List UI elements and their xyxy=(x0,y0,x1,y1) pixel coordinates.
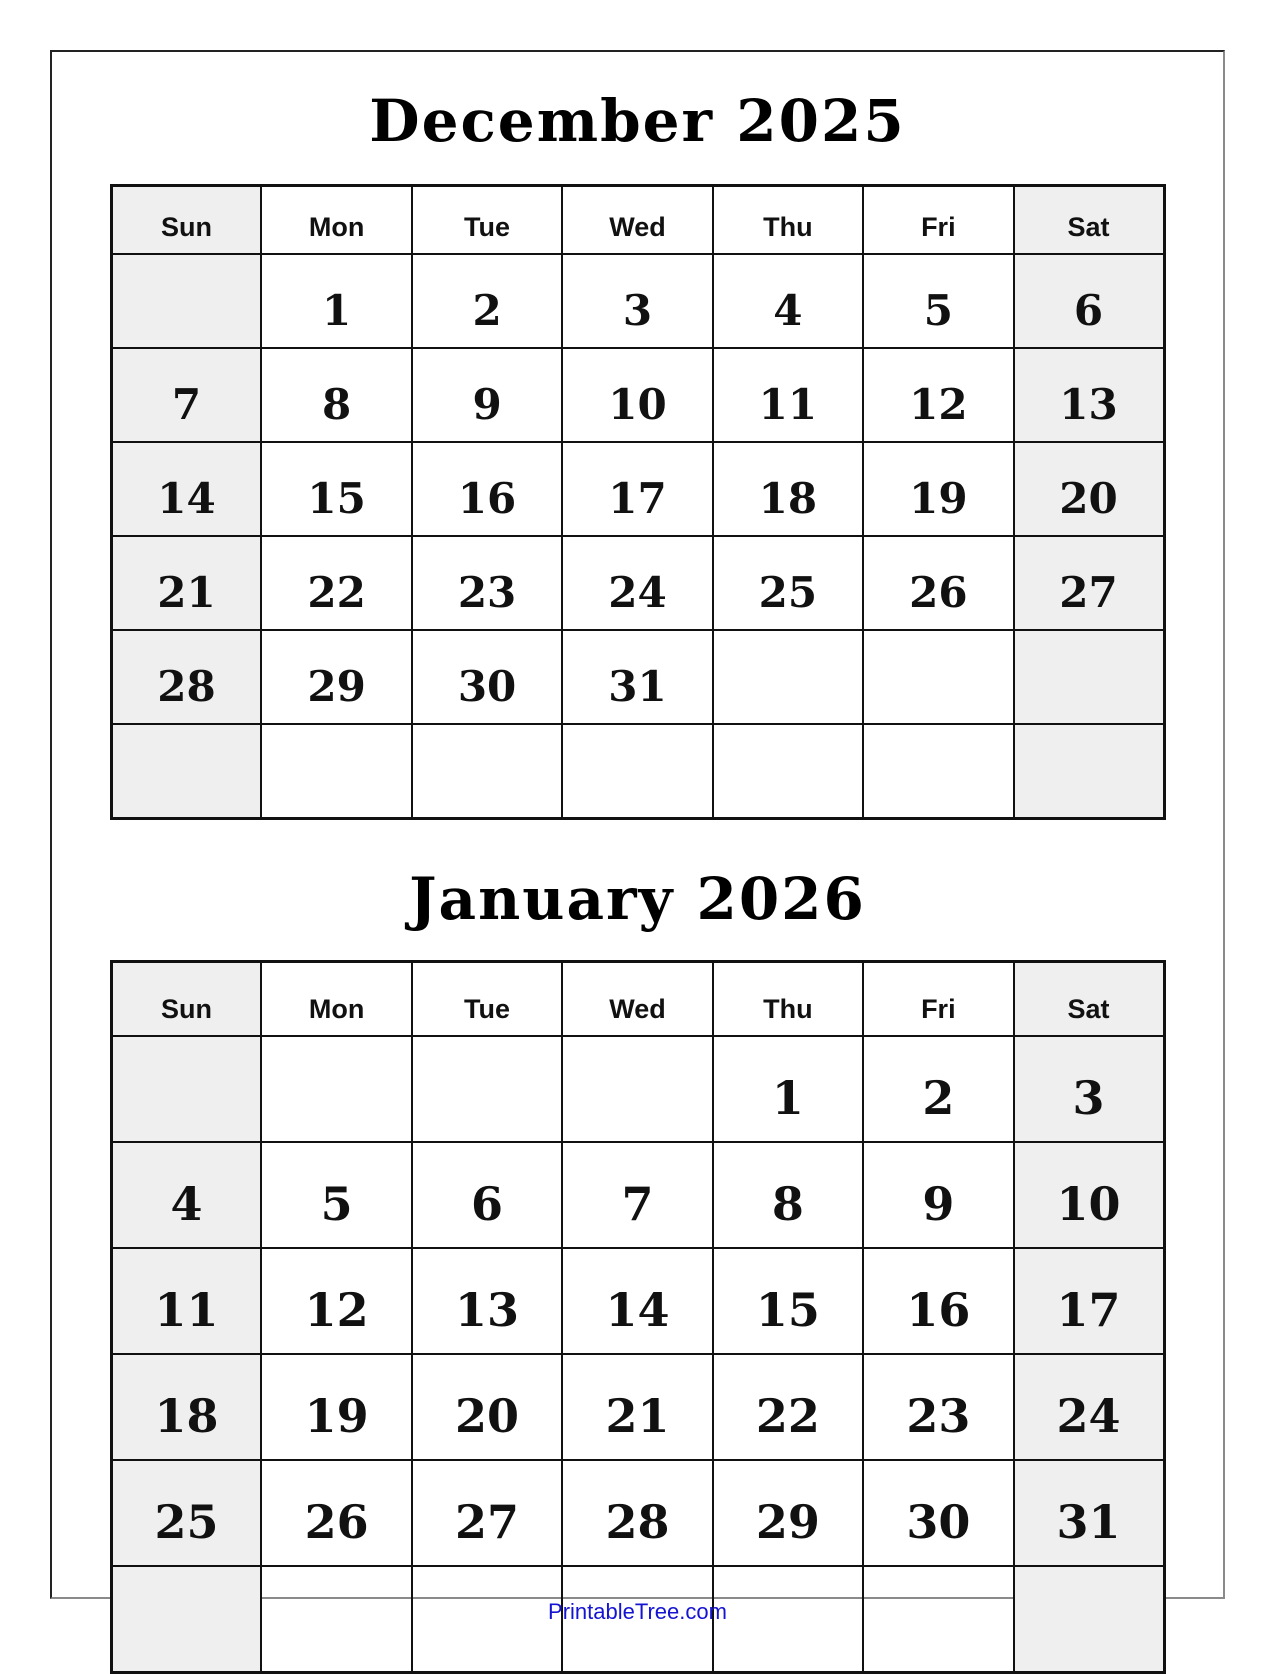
day-cell-18: 18 xyxy=(713,442,863,536)
day-cell-29: 29 xyxy=(261,630,411,724)
week-row xyxy=(111,254,1164,348)
day-cell-24: 24 xyxy=(1014,1354,1164,1460)
day-cell-6: 6 xyxy=(412,1142,562,1248)
day-cell-9: 9 xyxy=(863,1142,1013,1248)
day-cell-31: 31 xyxy=(1014,1460,1164,1566)
day-cell-25: 25 xyxy=(713,536,863,630)
day-cell-29: 29 xyxy=(713,1460,863,1566)
day-cell-3: 3 xyxy=(562,254,712,348)
day-cell-21: 21 xyxy=(562,1354,712,1460)
day-cell-15: 15 xyxy=(713,1248,863,1354)
day-cell-23: 23 xyxy=(863,1354,1013,1460)
empty-day-cell xyxy=(261,724,411,819)
day-cell-30: 30 xyxy=(412,630,562,724)
empty-day-cell xyxy=(1014,630,1164,724)
day-cell-7: 7 xyxy=(562,1142,712,1248)
calendar-grid-december xyxy=(110,184,1166,820)
day-cell-10: 10 xyxy=(562,348,712,442)
day-cell-21: 21 xyxy=(111,536,261,630)
day-cell-7: 7 xyxy=(111,348,261,442)
page-border-frame xyxy=(50,50,1225,1599)
month-title-december: December 2025 xyxy=(369,87,906,155)
weekday-header-mon: Mon xyxy=(261,961,411,1036)
day-cell-20: 20 xyxy=(1014,442,1164,536)
day-cell-28: 28 xyxy=(111,630,261,724)
weekday-header-fri: Fri xyxy=(863,961,1013,1036)
day-cell-14: 14 xyxy=(111,442,261,536)
weekday-header-thu: Thu xyxy=(713,961,863,1036)
empty-day-cell xyxy=(562,724,712,819)
day-cell-1: 1 xyxy=(261,254,411,348)
day-cell-19: 19 xyxy=(863,442,1013,536)
empty-day-cell xyxy=(261,1036,411,1142)
week-row xyxy=(111,630,1164,724)
empty-day-cell xyxy=(111,254,261,348)
day-cell-15: 15 xyxy=(261,442,411,536)
weekday-header-sun: Sun xyxy=(111,185,261,254)
day-cell-8: 8 xyxy=(713,1142,863,1248)
day-cell-5: 5 xyxy=(261,1142,411,1248)
day-cell-13: 13 xyxy=(1014,348,1164,442)
day-cell-27: 27 xyxy=(1014,536,1164,630)
calendar-grid-january xyxy=(110,960,1166,1674)
day-cell-14: 14 xyxy=(562,1248,712,1354)
day-cell-4: 4 xyxy=(713,254,863,348)
day-cell-12: 12 xyxy=(261,1248,411,1354)
day-cell-30: 30 xyxy=(863,1460,1013,1566)
empty-day-cell xyxy=(412,1036,562,1142)
day-cell-22: 22 xyxy=(713,1354,863,1460)
week-row xyxy=(111,724,1164,819)
day-cell-16: 16 xyxy=(863,1248,1013,1354)
week-row xyxy=(111,442,1164,536)
weekday-header-wed: Wed xyxy=(562,961,712,1036)
day-cell-2: 2 xyxy=(412,254,562,348)
weekday-header-fri: Fri xyxy=(863,185,1013,254)
empty-day-cell xyxy=(713,630,863,724)
day-cell-26: 26 xyxy=(863,536,1013,630)
day-cell-6: 6 xyxy=(1014,254,1164,348)
day-cell-20: 20 xyxy=(412,1354,562,1460)
empty-day-cell xyxy=(562,1036,712,1142)
weekday-header-row xyxy=(111,961,1164,1036)
empty-day-cell xyxy=(412,724,562,819)
week-row xyxy=(111,536,1164,630)
week-row xyxy=(111,1354,1164,1460)
day-cell-5: 5 xyxy=(863,254,1013,348)
empty-day-cell xyxy=(1014,724,1164,819)
weekday-header-wed: Wed xyxy=(562,185,712,254)
weekday-header-sun: Sun xyxy=(111,961,261,1036)
day-cell-1: 1 xyxy=(713,1036,863,1142)
weekday-header-tue: Tue xyxy=(412,185,562,254)
week-row xyxy=(111,1142,1164,1248)
day-cell-16: 16 xyxy=(412,442,562,536)
day-cell-26: 26 xyxy=(261,1460,411,1566)
empty-day-cell xyxy=(863,630,1013,724)
empty-day-cell xyxy=(111,724,261,819)
day-cell-11: 11 xyxy=(713,348,863,442)
day-cell-10: 10 xyxy=(1014,1142,1164,1248)
empty-day-cell xyxy=(863,724,1013,819)
weekday-header-thu: Thu xyxy=(713,185,863,254)
day-cell-17: 17 xyxy=(562,442,712,536)
day-cell-23: 23 xyxy=(412,536,562,630)
day-cell-31: 31 xyxy=(562,630,712,724)
day-cell-27: 27 xyxy=(412,1460,562,1566)
day-cell-2: 2 xyxy=(863,1036,1013,1142)
day-cell-22: 22 xyxy=(261,536,411,630)
weekday-header-sat: Sat xyxy=(1014,185,1164,254)
empty-day-cell xyxy=(713,724,863,819)
week-row xyxy=(111,1460,1164,1566)
day-cell-18: 18 xyxy=(111,1354,261,1460)
day-cell-28: 28 xyxy=(562,1460,712,1566)
weekday-header-sat: Sat xyxy=(1014,961,1164,1036)
day-cell-13: 13 xyxy=(412,1248,562,1354)
weekday-header-row xyxy=(111,185,1164,254)
day-cell-17: 17 xyxy=(1014,1248,1164,1354)
day-cell-3: 3 xyxy=(1014,1036,1164,1142)
day-cell-9: 9 xyxy=(412,348,562,442)
week-row xyxy=(111,348,1164,442)
weekday-header-tue: Tue xyxy=(412,961,562,1036)
day-cell-12: 12 xyxy=(863,348,1013,442)
day-cell-4: 4 xyxy=(111,1142,261,1248)
week-row xyxy=(111,1036,1164,1142)
day-cell-8: 8 xyxy=(261,348,411,442)
footer xyxy=(0,1599,1275,1625)
empty-day-cell xyxy=(111,1036,261,1142)
weekday-header-mon: Mon xyxy=(261,185,411,254)
month-title-january: January 2026 xyxy=(409,864,866,933)
week-row xyxy=(111,1248,1164,1354)
day-cell-19: 19 xyxy=(261,1354,411,1460)
day-cell-25: 25 xyxy=(111,1460,261,1566)
day-cell-24: 24 xyxy=(562,536,712,630)
day-cell-11: 11 xyxy=(111,1248,261,1354)
printabletree-link[interactable]: PrintableTree.com xyxy=(548,1599,727,1624)
